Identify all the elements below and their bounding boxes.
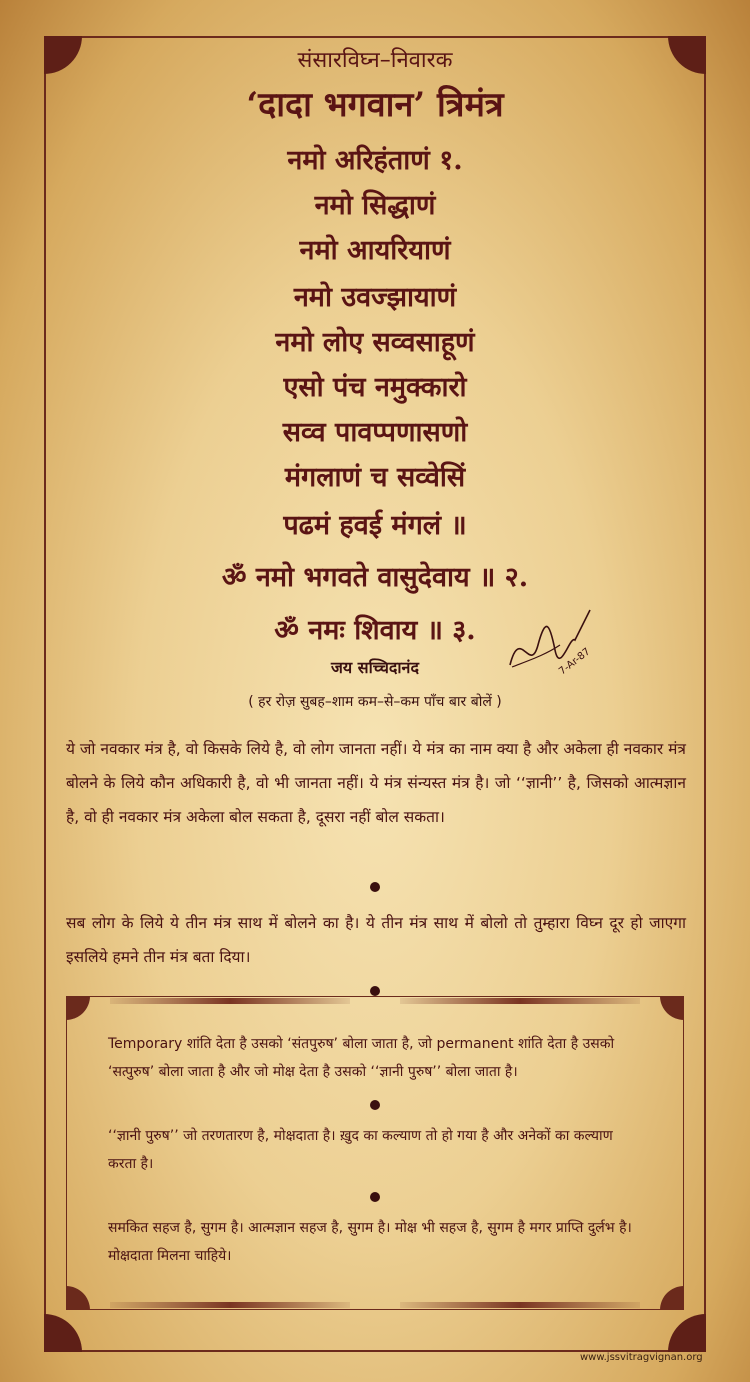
- mantra-line: पढमं हवई मंगलं ॥: [283, 510, 467, 541]
- mantra-line: नमो उवज्झायाणं: [293, 282, 457, 313]
- mantra-line: नमो सिद्धाणं: [314, 190, 436, 221]
- bullet-dot: [370, 882, 380, 892]
- jay-sachchidanand: जय सच्चिदानंद: [331, 658, 419, 677]
- box-paragraph: ‘‘ज्ञानी पुरुष’’ जो तरणतारण है, मोक्षदाता है। ख़ुद का कल्याण तो हो गया है और अनेकों का कल्याण करता है।: [108, 1128, 613, 1172]
- mantra-line: ॐ नमो भगवते वासुदेवाय ॥ २.: [221, 562, 529, 593]
- box-paragraph: समकित सहज है, सुगम है। आत्मज्ञान सहज है, सुगम है। मोक्ष भी सहज है, सुगम है मगर प्राप्ति दुर्लभ है। मोक्षदाता मिलना चाहिये।: [108, 1220, 632, 1264]
- bullet-dot: [370, 1192, 380, 1202]
- subtitle: संसारविघ्न–निवारक: [297, 48, 453, 73]
- paragraph: ये जो नवकार मंत्र है, वो किसके लिये है, वो लोग जानता नहीं। ये मंत्र का नाम क्या है और अकेला ही नवकार मंत्र बोलने के लिये कौन अधिकारी है, वो भी जानता नहीं। ये मंत्र संन्यस्त मंत्र है। जो ‘‘ज्ञानी’’ है, जिसको आत्मज्ञान है, वो ही नवकार मंत्र अकेला बोल सकता है, दूसरा नहीं बोल सकता।: [66, 740, 686, 826]
- mantra-line: सव्व पावप्पणासणो: [282, 417, 468, 448]
- mantra-line: नमो अरिहंताणं १.: [287, 145, 463, 176]
- decorative-band: [400, 1302, 640, 1308]
- mantra-line: मंगलाणं च सव्वेसिं: [284, 462, 466, 493]
- paragraph: सब लोग के लिये ये तीन मंत्र साथ में बोलने का है। ये तीन मंत्र साथ में बोलो तो तुम्हारा विघ्न दूर हो जाएगा इसलिये हमने तीन मंत्र बता दिया।: [66, 914, 686, 966]
- mantra-line: नमो लोए सव्वसाहूणं: [275, 327, 475, 358]
- decorative-band: [110, 1302, 350, 1308]
- box-paragraph: Temporary शांति देता है उसको ‘संतपुरुष’ बोला जाता है, जो permanent शांति देता है उसको ‘सत्पुरुष’ बोला जाता है और जो मोक्ष देता है उसको ‘‘ज्ञानी पुरुष’’ बोला जाता है।: [108, 1036, 615, 1080]
- bullet-dot: [370, 986, 380, 996]
- bullet-dot: [370, 1100, 380, 1110]
- mantra-line: ॐ नमः शिवाय ॥ ३.: [274, 615, 476, 646]
- website-link[interactable]: www.jssvitragvignan.org: [580, 1352, 703, 1363]
- mantra-line: नमो आयरियाणं: [299, 235, 451, 266]
- signature-date: 7-Ar-87: [557, 646, 593, 678]
- mantra-line: एसो पंच नमुक्कारो: [283, 372, 467, 403]
- daily-instruction: ( हर रोज़ सुबह–शाम कम–से–कम पाँच बार बोलें ): [248, 694, 502, 710]
- page-title: ‘दादा भगवान’ त्रिमंत्र: [246, 85, 504, 125]
